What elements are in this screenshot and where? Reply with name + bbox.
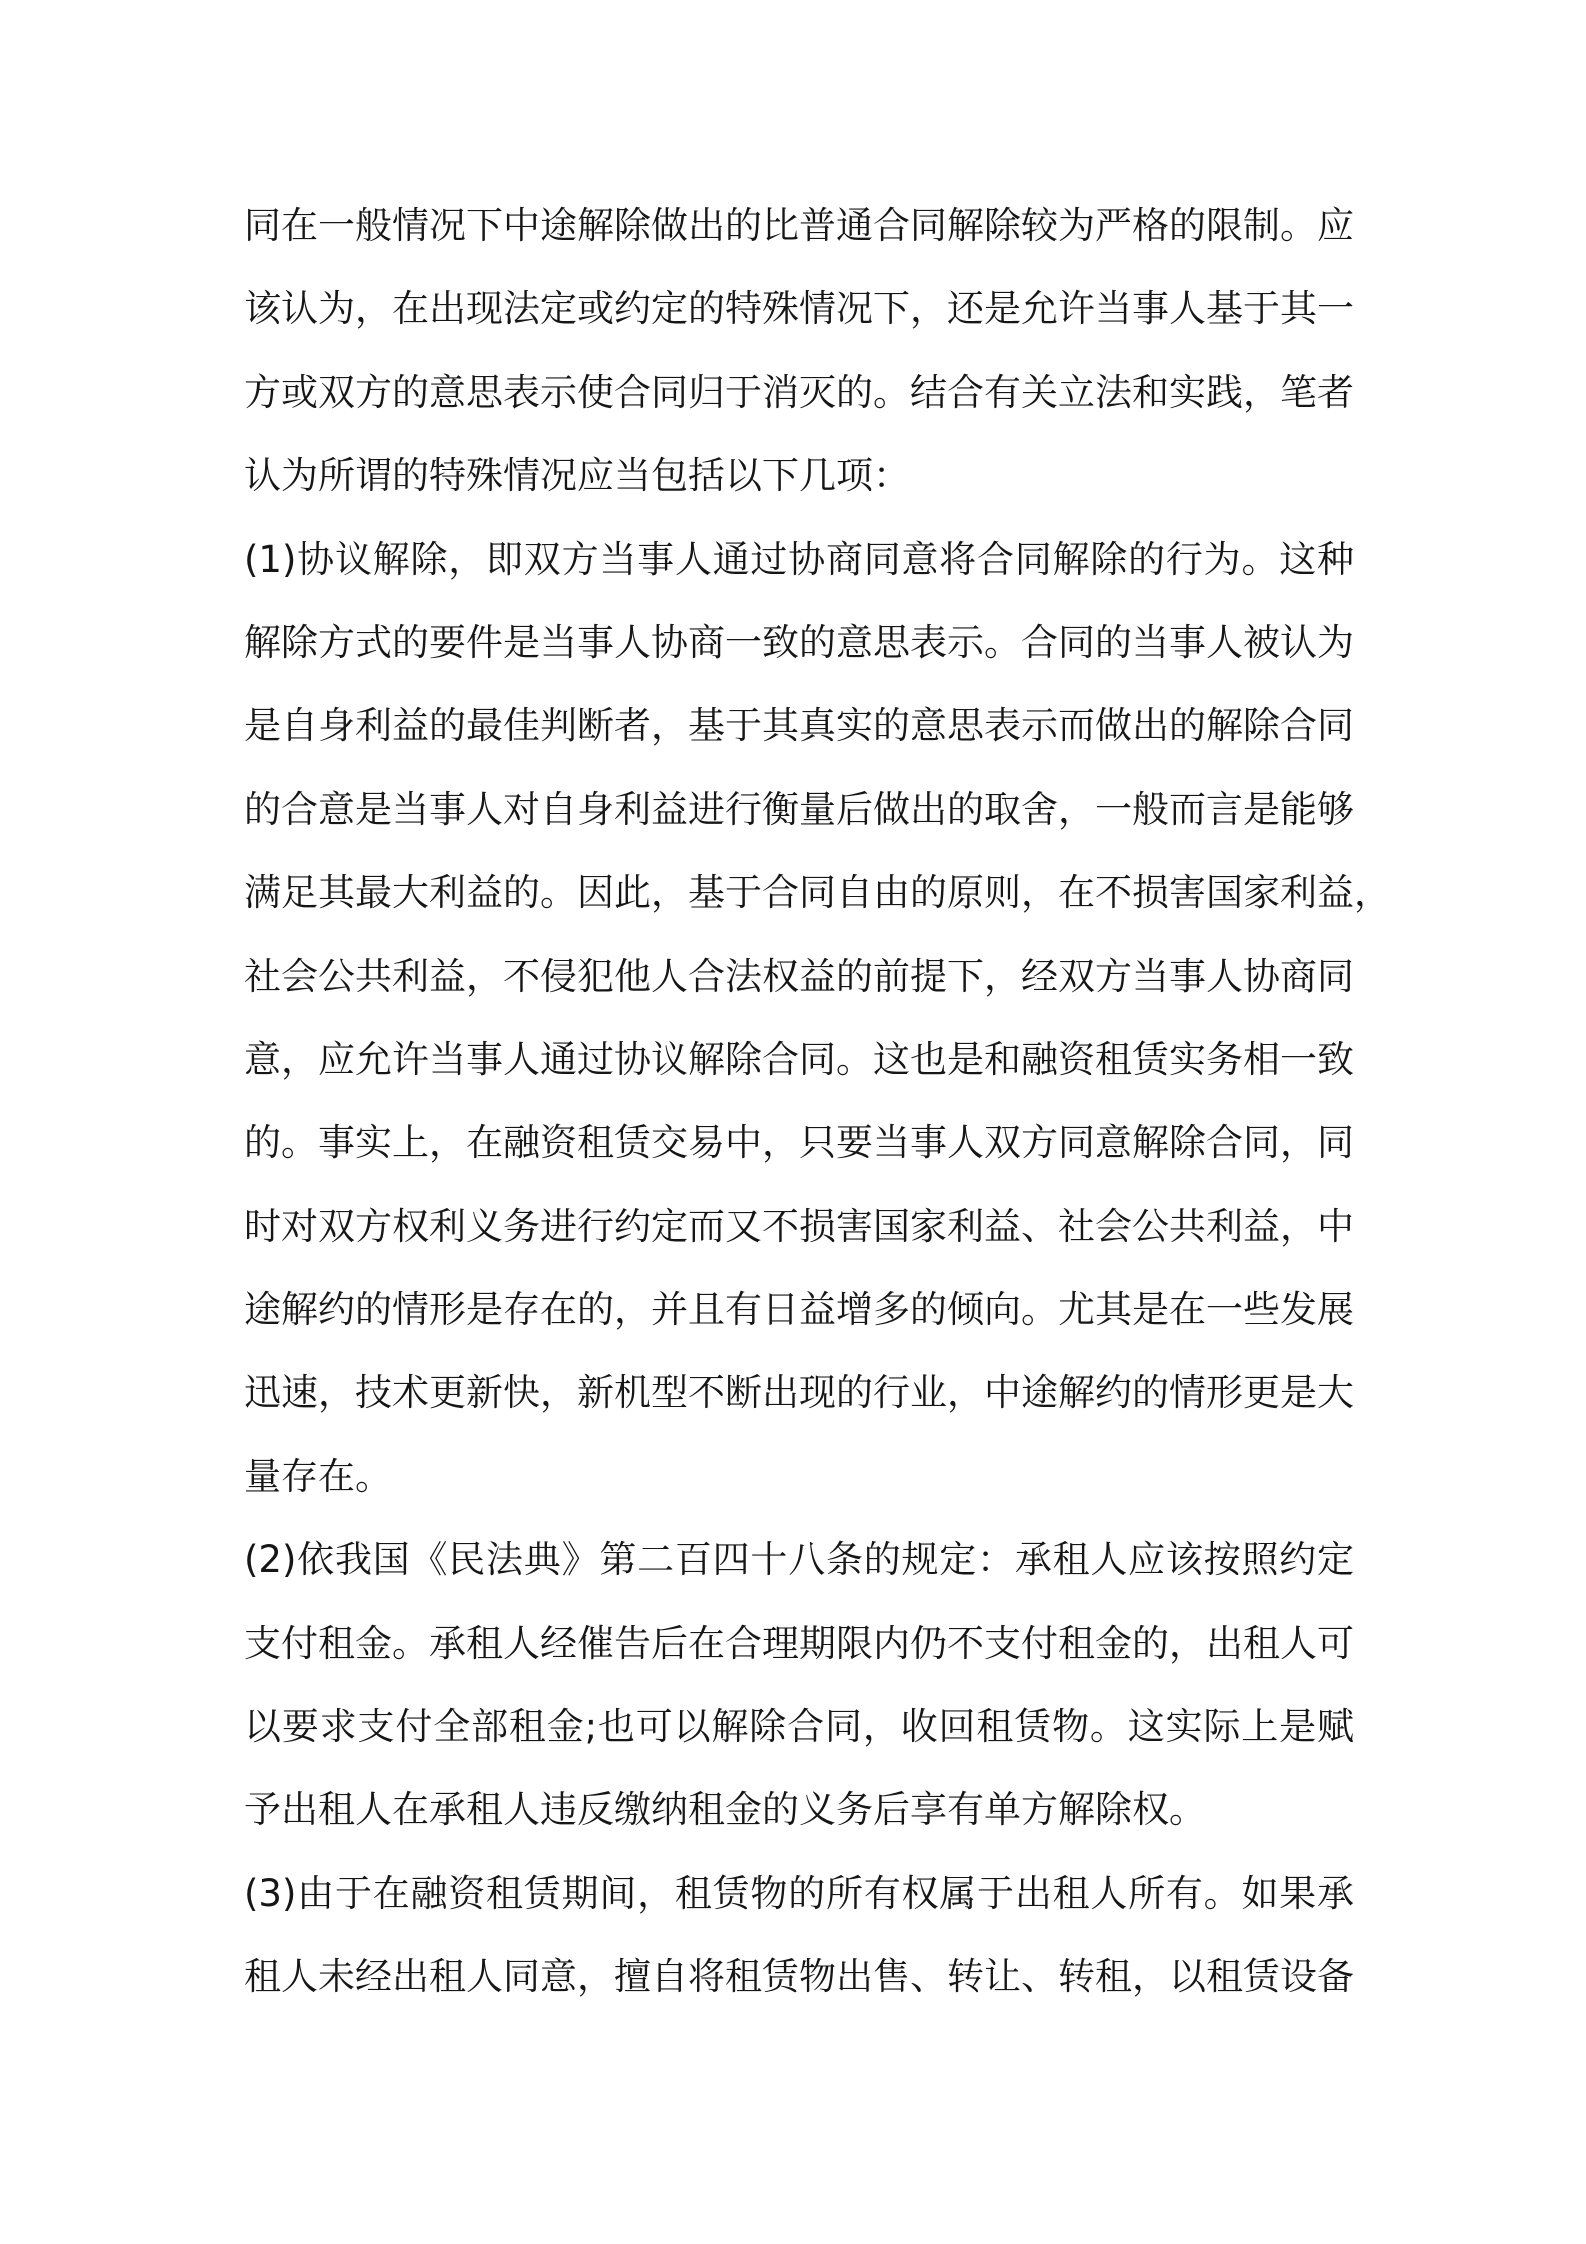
text-line-content: 迅速，技术更新快，新机型不断出现的行业，中途解约的情形更是大 — [244, 1371, 1354, 1415]
text-line-content: (3)由于在融资租赁期间，租赁物的所有权属于出租人所有。如果承 — [244, 1871, 1354, 1915]
text-line — [244, 198, 1354, 281]
text-line-content: 认为所谓的特殊情况应当包括以下几项： — [244, 454, 910, 498]
text-line — [244, 1782, 1354, 1865]
text-line — [244, 698, 1354, 781]
text-line-content: 意，应允许当事人通过协议解除合同。这也是和融资租赁实务相一致 — [244, 1037, 1354, 1081]
text-line — [244, 1449, 1354, 1532]
text-line-content: 满足其最大利益的。因此，基于合同自由的原则，在不损害国家利益， — [244, 871, 1391, 915]
text-line-content: 社会公共利益，不侵犯他人合法权益的前提下，经双方当事人协商同 — [244, 954, 1354, 998]
text-line-content: (1)协议解除，即双方当事人通过协商同意将合同解除的行为。这种 — [244, 537, 1354, 581]
text-line — [244, 1115, 1354, 1198]
text-line — [244, 448, 1354, 531]
text-line-content: 同在一般情况下中途解除做出的比普通合同解除较为严格的限制。应 — [244, 204, 1354, 247]
text-line-content: 的。事实上，在融资租赁交易中，只要当事人双方同意解除合同，同 — [244, 1121, 1354, 1165]
text-line-content: 途解约的情形是存在的，并且有日益增多的倾向。尤其是在一些发展 — [244, 1288, 1354, 1332]
text-line-content: 予出租人在承租人违反缴纳租金的义务后享有单方解除权。 — [244, 1788, 1206, 1832]
text-line-content: 租人未经出租人同意，擅自将租赁物出售、转让、转租，以租赁设备 — [244, 1955, 1354, 1999]
text-line-content: 量存在。 — [244, 1454, 392, 1498]
text-line — [244, 1866, 1354, 1949]
text-line-content: 的合意是当事人对自身利益进行衡量后做出的取舍，一般而言是能够 — [244, 787, 1354, 831]
text-line — [244, 615, 1354, 698]
text-line-content: 以要求支付全部租金;也可以解除合同，收回租赁物。这实际上是赋 — [244, 1705, 1354, 1749]
text-line — [244, 1949, 1354, 2032]
text-line — [244, 782, 1354, 865]
text-line — [244, 532, 1354, 615]
text-line — [244, 1282, 1354, 1365]
text-line — [244, 949, 1354, 1032]
text-line-content: 方或双方的意思表示使合同归于消灭的。结合有关立法和实践，笔者 — [244, 370, 1354, 414]
text-line — [244, 365, 1354, 448]
text-line — [244, 865, 1391, 948]
text-line — [244, 281, 1354, 364]
text-line — [244, 1699, 1354, 1782]
text-line-content: 该认为，在出现法定或约定的特殊情况下，还是允许当事人基于其一 — [244, 287, 1354, 331]
text-line-content: 支付租金。承租人经催告后在合理期限内仍不支付租金的，出租人可 — [244, 1621, 1354, 1665]
text-line — [244, 1365, 1354, 1448]
text-line-content: (2)依我国《民法典》第二百四十八条的规定：承租人应该按照约定 — [244, 1538, 1354, 1582]
text-line-content: 时对双方权利义务进行约定而又不损害国家利益、社会公共利益，中 — [244, 1204, 1354, 1248]
body-text — [244, 198, 1391, 2033]
text-line-content: 解除方式的要件是当事人协商一致的意思表示。合同的当事人被认为 — [244, 620, 1354, 664]
text-line-content: 是自身利益的最佳判断者，基于其真实的意思表示而做出的解除合同 — [244, 704, 1354, 748]
text-line — [244, 1032, 1354, 1115]
text-line — [244, 1199, 1354, 1282]
text-line — [244, 1532, 1354, 1615]
text-line — [244, 1616, 1354, 1699]
